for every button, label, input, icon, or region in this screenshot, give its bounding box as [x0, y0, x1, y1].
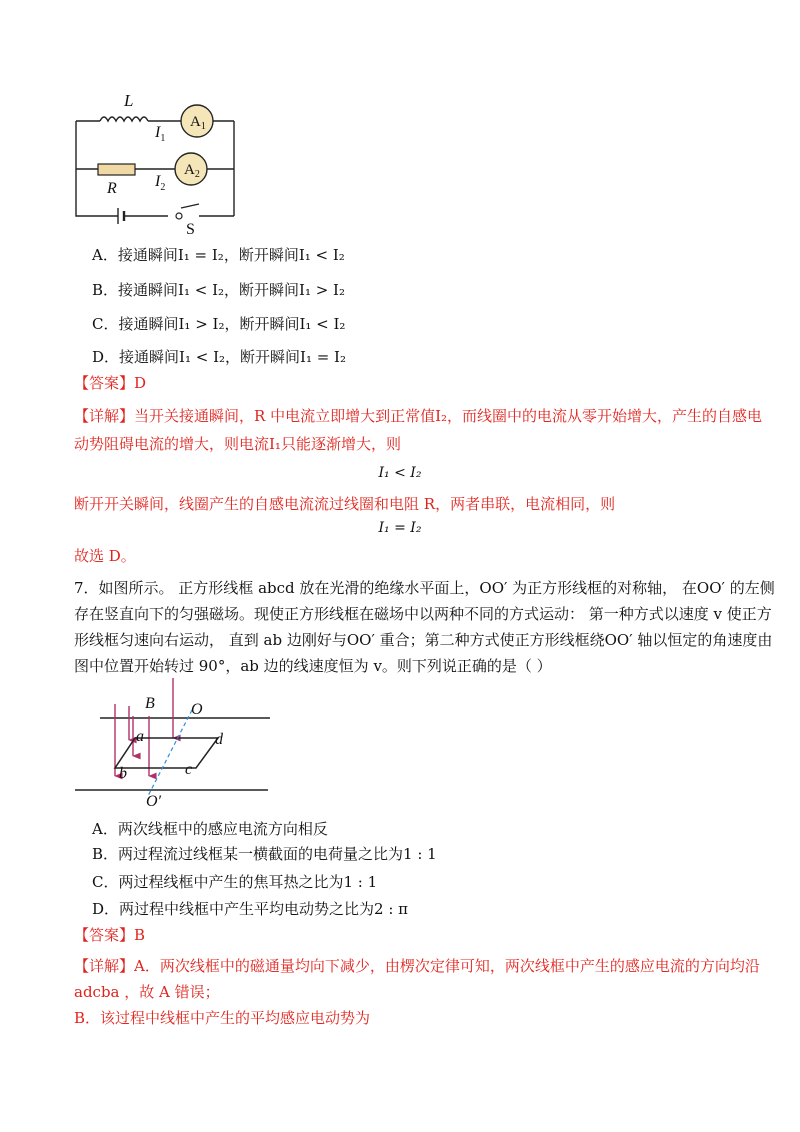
label-O: O [191, 701, 203, 718]
label-A2-sub: 2 [194, 169, 200, 180]
label-R: R [107, 180, 117, 197]
q7-stem-line3: 形线框匀速向右运动， 直到 ab 边刚好与OO′ 重合；第二种方式使正方形线框绕OO′ 轴以恒定的角速度由 [74, 631, 773, 649]
axis-oo-prime [148, 710, 192, 796]
q7-option-a: A．两次线框中的感应电流方向相反 [92, 820, 328, 838]
q6-equation-1: I₁ < I₂ [378, 465, 422, 481]
q6-option-c: C．接通瞬间I₁ > I₂，断开瞬间I₁ < I₂ [92, 315, 346, 333]
q6-equation-2: I₁ = I₂ [378, 520, 422, 536]
q6-option-a: A．接通瞬间I₁ = I₂，断开瞬间I₁ < I₂ [92, 246, 345, 264]
q6-detail-line2: 动势阻碍电流的增大，则电流I₁只能逐渐增大，则 [74, 435, 401, 453]
q7-answer: 【答案】B [74, 926, 146, 944]
q7-stem-line4: 图中位置开始转过 90°，ab 边的线速度恒为 v。则下列说正确的是（ ） [74, 657, 552, 675]
svg-text:I1 [154, 124, 165, 144]
label-L: L [124, 91, 134, 110]
q7-detail-line2: adcba ，故 A 错误； [74, 983, 220, 1001]
label-d: d [215, 731, 223, 748]
svg-text:I2 [154, 173, 165, 193]
q6-option-d: D．接通瞬间I₁ < I₂，断开瞬间I₁ = I₂ [92, 348, 346, 366]
q6-answer: 【答案】D [74, 374, 147, 392]
resistor [98, 164, 135, 175]
q6-detail-line4: 故选 D。 [74, 547, 136, 565]
inductor-coil [100, 117, 148, 121]
q7-detail-line3: B．该过程中线框中产生的平均感应电动势为 [74, 1009, 371, 1027]
q7-detail-line1: 【详解】A．两次线框中的磁通量均向下减少，由楞次定律可知，两次线框中产生的感应电流的方向均沿 [74, 957, 760, 975]
circuit-diagram [60, 86, 260, 236]
label-a: a [136, 728, 144, 745]
q7-stem-line2: 存在竖直向下的匀强磁场。现使正方形线框在磁场中以两种不同的方式运动： 第一种方式以速度 v 使正方 [74, 605, 772, 623]
label-b: b [119, 765, 127, 782]
q7-option-d: D．两过程中线框中产生平均电动势之比为2 : π [92, 900, 409, 918]
q7-stem-line1: 7．如图所示。 正方形线框 abcd 放在光滑的绝缘水平面上，OO′ 为正方形线框的对称轴， 在OO′ 的左侧 [74, 579, 775, 597]
label-I2: I [155, 173, 161, 190]
q7-option-c: C．两过程线框中产生的焦耳热之比为1 : 1 [92, 873, 378, 891]
square-frame-abcd [115, 738, 218, 768]
label-S: S [186, 221, 195, 236]
q6-detail-line3: 断开开关瞬间，线圈产生的自感电流流过线圈和电阻 R，两者串联，电流相同，则 [74, 495, 616, 513]
q7-option-b: B．两过程流过线框某一横截面的电荷量之比为1 : 1 [92, 845, 437, 863]
label-I1-sub: 1 [160, 133, 166, 144]
label-c: c [185, 761, 193, 778]
label-A1: A [190, 114, 201, 130]
label-B: B [145, 695, 155, 712]
label-A1-sub: 1 [200, 121, 206, 132]
magnetic-field-figure [70, 672, 280, 812]
label-o-prime: O′ [146, 793, 162, 810]
label-I2-sub: 2 [160, 182, 166, 193]
q6-option-b: B．接通瞬间I₁ < I₂，断开瞬间I₁ > I₂ [92, 281, 345, 299]
label-I1: I [155, 124, 161, 141]
switch-contact [176, 213, 182, 219]
label-A2: A [184, 162, 195, 178]
q6-detail-line1: 【详解】当开关接通瞬间，R 中电流立即增大到正常值I₂，而线圈中的电流从零开始增大，产生的自感电 [74, 407, 763, 425]
